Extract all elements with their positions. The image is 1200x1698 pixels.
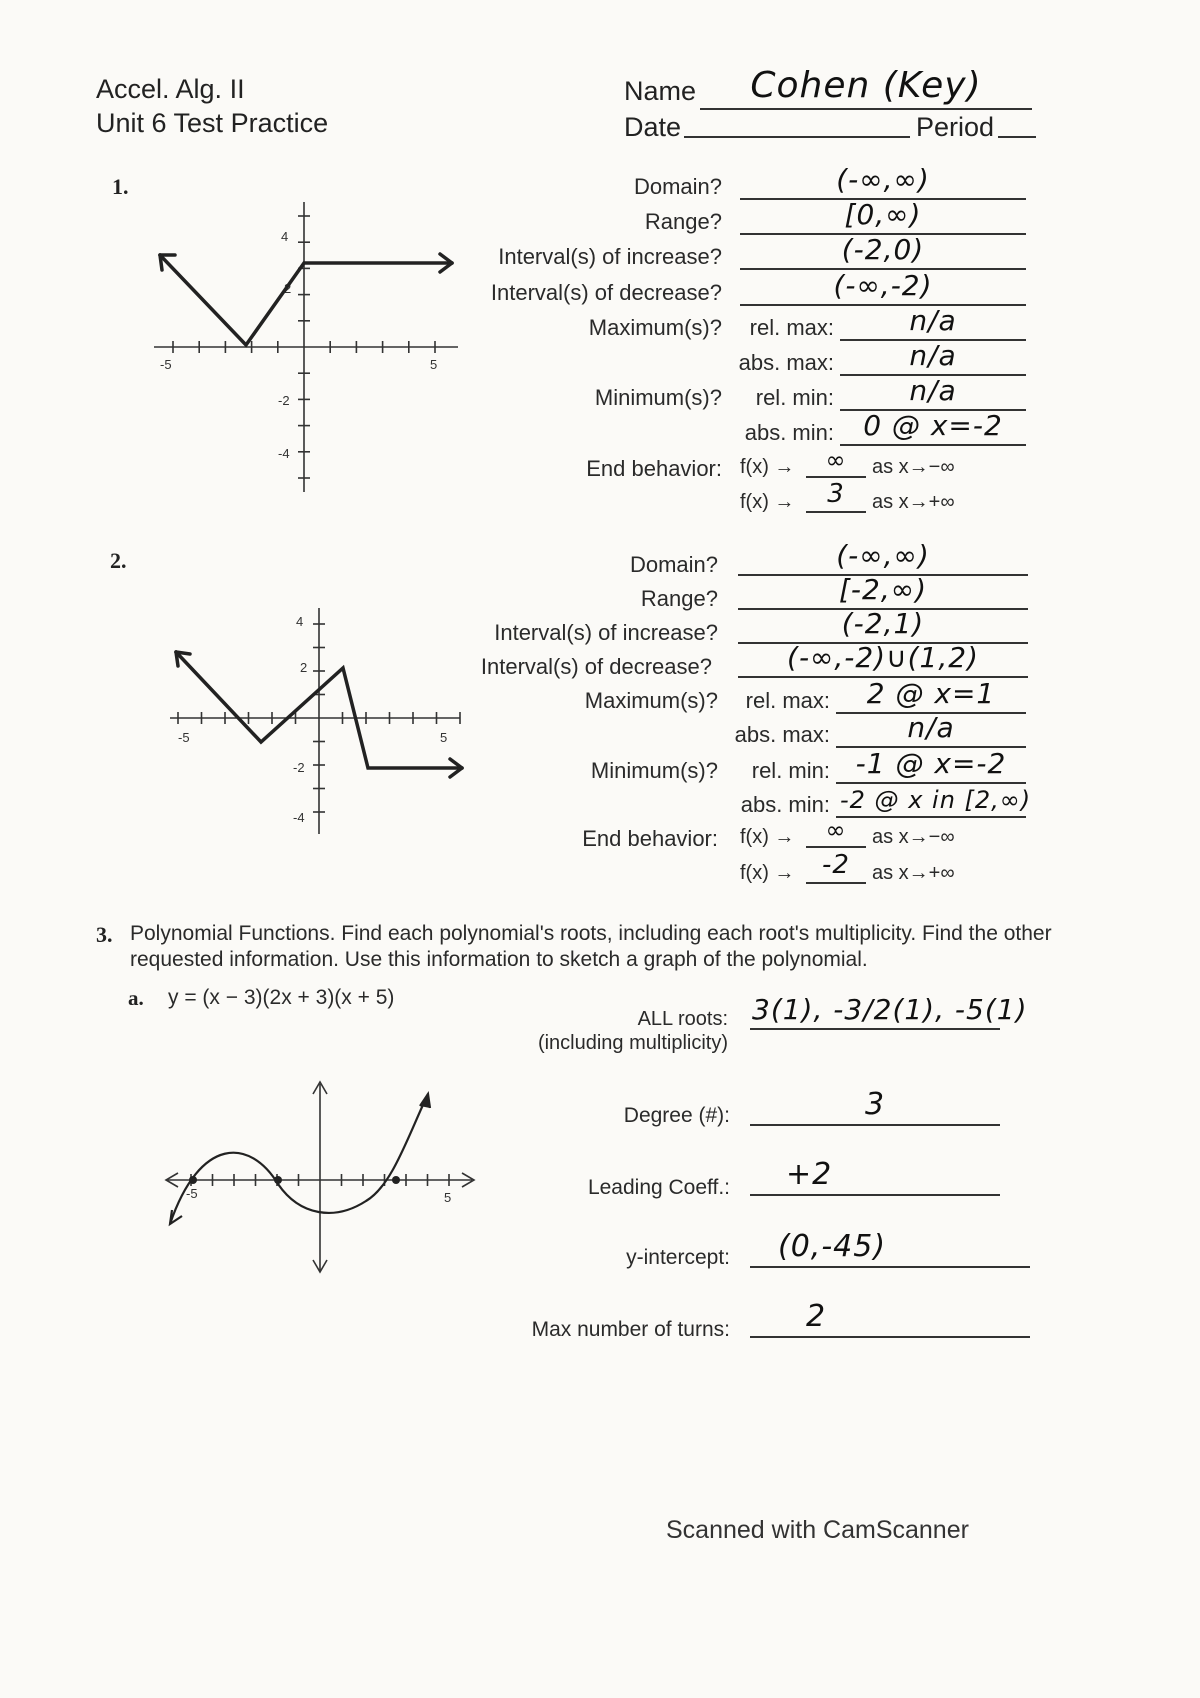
p1-relmin-answer: n/a bbox=[909, 374, 957, 407]
p2-end2-tail: as x→+∞ bbox=[872, 862, 955, 884]
leading-coeff-label: Leading Coeff.: bbox=[587, 1176, 730, 1199]
max-turns-label: Max number of turns: bbox=[531, 1318, 730, 1341]
p1-decrease-label: Interval(s) of decrease? bbox=[490, 280, 722, 305]
p1-end2-tail: as x→+∞ bbox=[872, 491, 955, 513]
degree-label: Degree (#): bbox=[623, 1104, 730, 1127]
p1-relmax-answer: n/a bbox=[909, 304, 957, 337]
date-field[interactable] bbox=[684, 100, 910, 138]
p1-decrease-answer: (-∞,-2) bbox=[833, 269, 933, 302]
p2-end-label: End behavior: bbox=[582, 826, 718, 851]
p1-end1-field[interactable] bbox=[806, 446, 866, 478]
p1-increase-field[interactable] bbox=[740, 232, 1026, 270]
roots-sub-label: (including multiplicity) bbox=[537, 1032, 728, 1054]
x-max-label: 5 bbox=[440, 730, 448, 745]
y-neg4-label: -4 bbox=[278, 446, 290, 461]
p2-end2-field[interactable] bbox=[806, 852, 866, 884]
p1-increase-answer: (-2,0) bbox=[841, 233, 925, 266]
name-value: Cohen (Key) bbox=[750, 65, 982, 106]
problem-1-graph bbox=[140, 190, 470, 500]
root-neg5 bbox=[189, 1176, 197, 1184]
p2-relmin-label: rel. min: bbox=[751, 758, 830, 783]
p1-domain-label: Domain? bbox=[633, 174, 722, 199]
p2-max-label: Maximum(s)? bbox=[584, 688, 718, 713]
p2-absmin-field[interactable] bbox=[836, 780, 1032, 818]
period-field[interactable] bbox=[998, 100, 1036, 138]
p1-increase-label: Interval(s) of increase? bbox=[498, 244, 722, 269]
y-4-label: 4 bbox=[281, 229, 289, 244]
p2-relmin-answer: -1 @ x=-2 bbox=[855, 747, 1007, 780]
y-neg2-label: -2 bbox=[278, 393, 290, 408]
x-min-label: -5 bbox=[186, 1186, 198, 1201]
unit-title: Unit 6 Test Practice bbox=[96, 108, 329, 138]
y-intercept-label: y-intercept: bbox=[626, 1246, 730, 1269]
problem-2-graph bbox=[160, 602, 480, 842]
p1-end2-answer: 3 bbox=[827, 479, 845, 509]
roots-answer: 3(1), -3/2(1), -5(1) bbox=[752, 993, 1028, 1026]
y-intercept-field[interactable] bbox=[750, 1228, 1030, 1268]
leading-coeff-answer: +2 bbox=[786, 1157, 833, 1192]
problem-3-number: 3. bbox=[96, 922, 113, 947]
p1-end2-field[interactable] bbox=[806, 481, 866, 513]
p1-max-label: Maximum(s)? bbox=[588, 315, 722, 340]
p2-end1-tail: as x→−∞ bbox=[872, 826, 955, 848]
p2-relmax-label: rel. max: bbox=[745, 688, 830, 713]
max-turns-field[interactable] bbox=[750, 1298, 1030, 1338]
p1-absmax-field[interactable] bbox=[840, 338, 1026, 376]
part-a-equation: y = (x − 3)(2x + 3)(x + 5) bbox=[168, 986, 395, 1009]
sketch-arrow-up bbox=[420, 1094, 430, 1108]
p1-decrease-field[interactable] bbox=[740, 268, 1026, 306]
problem-2-number: 2. bbox=[110, 548, 127, 573]
p1-end1-answer: ∞ bbox=[825, 446, 847, 474]
p1-absmin-answer: 0 @ x=-2 bbox=[863, 409, 1003, 442]
p2-absmax-label: abs. max: bbox=[734, 722, 830, 747]
p1-end1-tail: as x→−∞ bbox=[872, 456, 955, 478]
p2-absmax-answer: n/a bbox=[907, 711, 955, 744]
sketch-arrow-down bbox=[170, 1210, 182, 1224]
p1-end-label: End behavior: bbox=[586, 456, 722, 481]
p2-relmin-field[interactable] bbox=[836, 746, 1026, 784]
roots-label: ALL roots: bbox=[637, 1008, 728, 1030]
p1-range-field[interactable] bbox=[740, 197, 1026, 235]
x-min-label: -5 bbox=[178, 730, 190, 745]
x-min-label: -5 bbox=[160, 357, 172, 372]
p2-increase-label: Interval(s) of increase? bbox=[494, 620, 718, 645]
p2-min-label: Minimum(s)? bbox=[590, 758, 718, 783]
p1-relmin-field[interactable] bbox=[840, 373, 1026, 411]
p2-fx-2: f(x) → bbox=[740, 862, 795, 884]
degree-answer: 3 bbox=[864, 1087, 886, 1122]
camscanner-watermark: Scanned with CamScanner bbox=[666, 1516, 969, 1544]
p2-domain-label: Domain? bbox=[629, 552, 718, 577]
y-2-label: 2 bbox=[284, 281, 292, 296]
p2-end1-field[interactable] bbox=[806, 816, 866, 848]
x-max-label: 5 bbox=[444, 1190, 452, 1205]
p1-min-label: Minimum(s)? bbox=[594, 385, 722, 410]
problem-3-text-line-2: requested information. Use this information to sketch a graph of the polynomial. bbox=[130, 948, 868, 971]
p1-domain-answer: (-∞,∞) bbox=[836, 163, 930, 196]
leading-coeff-field[interactable] bbox=[750, 1156, 1000, 1196]
p2-absmax-field[interactable] bbox=[836, 710, 1026, 748]
part-a-label: a. bbox=[128, 986, 144, 1010]
p1-domain-field[interactable] bbox=[740, 162, 1026, 200]
course-title: Accel. Alg. II bbox=[96, 74, 245, 104]
p1-relmin-label: rel. min: bbox=[755, 385, 834, 410]
p1-relmax-field[interactable] bbox=[840, 303, 1026, 341]
p1-relmax-label: rel. max: bbox=[749, 315, 834, 340]
max-turns-answer: 2 bbox=[806, 1299, 827, 1334]
p2-decrease-field[interactable] bbox=[738, 640, 1028, 678]
p2-range-field[interactable] bbox=[738, 572, 1028, 610]
p2-domain-field[interactable] bbox=[738, 538, 1028, 576]
p2-end2-answer: -2 bbox=[822, 850, 850, 880]
p1-fx-1: f(x) → bbox=[740, 456, 795, 478]
p1-absmax-label: abs. max: bbox=[738, 350, 834, 375]
date-label: Date bbox=[624, 112, 682, 142]
y-neg2-label: -2 bbox=[293, 760, 305, 775]
p2-range-answer: [-2,∞) bbox=[839, 573, 927, 606]
root-3 bbox=[392, 1176, 400, 1184]
polynomial-sketch bbox=[170, 1094, 428, 1224]
problem-1-number: 1. bbox=[112, 174, 129, 199]
p1-absmax-answer: n/a bbox=[909, 339, 957, 372]
y-neg4-label: -4 bbox=[293, 810, 305, 825]
problem-3-graph bbox=[160, 1076, 490, 1276]
p2-increase-answer: (-2,1) bbox=[841, 607, 925, 640]
degree-field[interactable] bbox=[750, 1086, 1000, 1126]
p2-decrease-label: Interval(s) of decrease? bbox=[480, 654, 712, 679]
p2-relmax-field[interactable] bbox=[836, 676, 1026, 714]
p2-relmax-answer: 2 @ x=1 bbox=[866, 677, 996, 710]
p1-fx-2: f(x) → bbox=[740, 491, 795, 513]
p2-end1-answer: ∞ bbox=[825, 816, 847, 844]
p2-range-label: Range? bbox=[640, 586, 718, 611]
p2-decrease-answer: (-∞,-2)∪(1,2) bbox=[787, 641, 979, 674]
p1-absmin-field[interactable] bbox=[840, 408, 1026, 446]
p1-absmin-label: abs. min: bbox=[744, 420, 834, 445]
root-neg1-5 bbox=[274, 1176, 282, 1184]
y-2-label: 2 bbox=[300, 660, 308, 675]
x-max-label: 5 bbox=[430, 357, 438, 372]
name-label: Name bbox=[624, 76, 697, 106]
roots-field[interactable] bbox=[750, 990, 1028, 1030]
p2-fx-1: f(x) → bbox=[740, 826, 795, 848]
y-4-label: 4 bbox=[296, 614, 304, 629]
p2-increase-field[interactable] bbox=[738, 606, 1028, 644]
p2-absmin-answer: -2 @ x in [2,∞) bbox=[840, 786, 1032, 814]
p1-range-answer: [0,∞) bbox=[844, 198, 922, 231]
y-intercept-answer: (0,-45) bbox=[778, 1229, 887, 1264]
problem-3-text-line-1: Polynomial Functions. Find each polynomial's roots, including each root's multiplicity. Find the other bbox=[130, 922, 1052, 945]
p2-absmin-label: abs. min: bbox=[740, 792, 830, 817]
period-label: Period bbox=[916, 112, 995, 142]
p1-range-label: Range? bbox=[644, 209, 722, 234]
p2-domain-answer: (-∞,∞) bbox=[836, 539, 930, 572]
